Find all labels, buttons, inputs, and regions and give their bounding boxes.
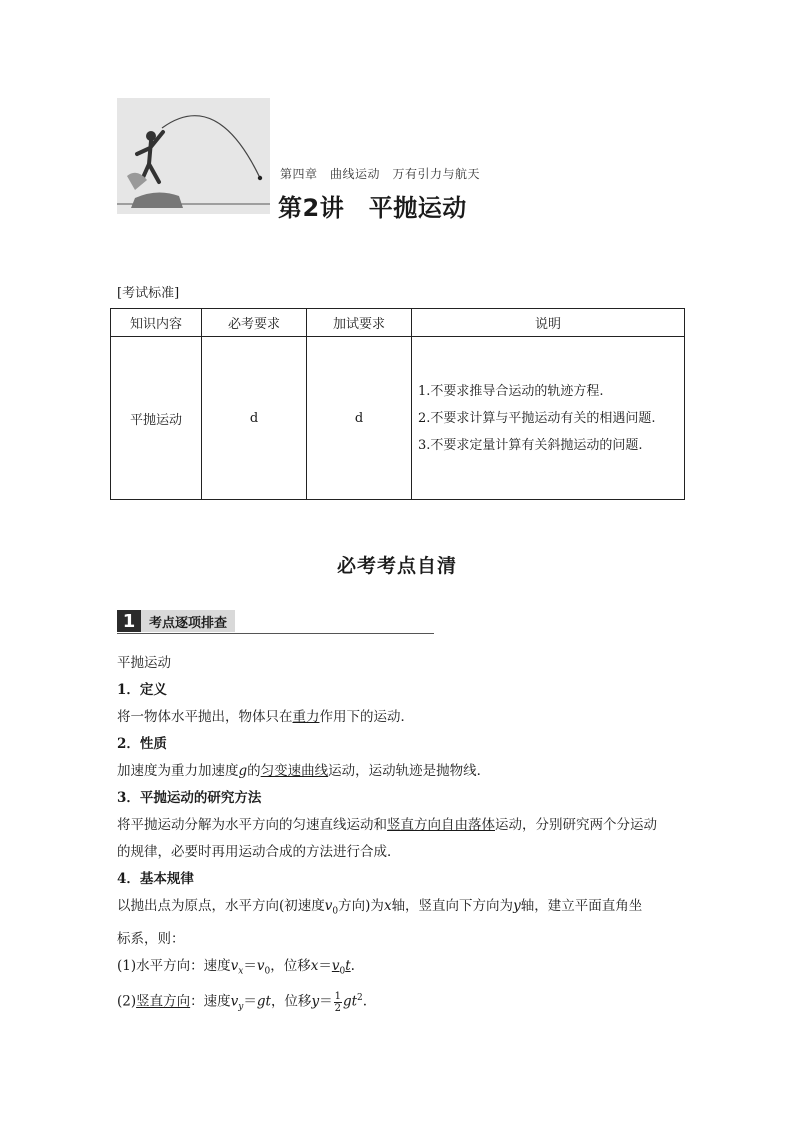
column-header: 必考要求 bbox=[202, 309, 307, 337]
table-header-row bbox=[111, 309, 685, 337]
paragraph: 标系，则： bbox=[117, 930, 185, 947]
section-title: 必考考点自清 bbox=[336, 555, 457, 577]
item-heading: 3．平抛运动的研究方法 bbox=[117, 790, 262, 806]
content-body bbox=[117, 650, 687, 1022]
blank-answer: 竖直方向 bbox=[387, 817, 441, 833]
note-item: 1.不要求推导合运动的轨迹方程. bbox=[418, 383, 604, 399]
column-header: 加试要求 bbox=[307, 309, 412, 337]
blank-answer: 匀变速曲线 bbox=[260, 763, 329, 779]
note-item: 3.不要求定量计算有关斜抛运动的问题. bbox=[418, 437, 643, 453]
chapter-heading: 第四章 曲线运动 万有引力与航天 bbox=[280, 167, 481, 181]
column-header: 说明 bbox=[412, 309, 685, 337]
subsection-number: 1 bbox=[117, 610, 141, 632]
blank-answer: 自由落体 bbox=[441, 817, 495, 833]
column-header: 知识内容 bbox=[111, 309, 202, 337]
paragraph: 加速度为重力加速度g的匀变速曲线运动，运动轨迹是抛物线． bbox=[117, 763, 491, 779]
item-heading: 1．定义 bbox=[117, 682, 167, 698]
standards-table bbox=[110, 308, 685, 500]
extra-cell: d bbox=[307, 337, 412, 500]
note-item: 2.不要求计算与平抛运动有关的相遇问题. bbox=[418, 410, 656, 426]
subsection-title: 考点逐项排查 bbox=[141, 610, 235, 632]
blank-answer: 重力 bbox=[292, 709, 320, 725]
topic-heading: 平抛运动 bbox=[117, 655, 171, 671]
item-heading: 4．基本规律 bbox=[117, 871, 194, 887]
notes-cell bbox=[412, 337, 685, 500]
paragraph: 以抛出点为原点，水平方向(初速度$v_0$方向)为x轴，竖直向下方向为y轴，建立平面直角坐 bbox=[117, 898, 643, 917]
paragraph: 将平抛运动分解为水平方向的匀速直线运动和竖直方向自由落体运动，分别研究两个分运动 bbox=[117, 817, 657, 833]
lecture-title: 第2讲 平抛运动 bbox=[278, 194, 467, 222]
blank-answer: 竖直方向 bbox=[136, 993, 191, 1010]
paragraph: 将一物体水平抛出，物体只在重力作用下的运动． bbox=[117, 709, 414, 725]
topic-cell: 平抛运动 bbox=[111, 337, 202, 500]
projectile-illustration bbox=[117, 98, 270, 214]
item-heading: 2．性质 bbox=[117, 736, 167, 752]
standards-label: [考试标准] bbox=[117, 286, 180, 301]
fraction: $\frac{1}{2}$ bbox=[334, 990, 341, 1014]
table-row bbox=[111, 337, 685, 500]
formula-line: (2)竖直方向：速度$v_y=gt$，位移y＝ $\frac{1}{2}$ $gt^2$. bbox=[117, 990, 368, 1014]
divider bbox=[117, 633, 434, 634]
required-cell: d bbox=[202, 337, 307, 500]
subsection-banner bbox=[117, 610, 235, 632]
paragraph: 的规律，必要时再用运动合成的方法进行合成． bbox=[117, 844, 401, 860]
formula-line: (1)水平方向：速度$v_x=v_0$，位移$x=v_0t$. bbox=[117, 957, 355, 977]
